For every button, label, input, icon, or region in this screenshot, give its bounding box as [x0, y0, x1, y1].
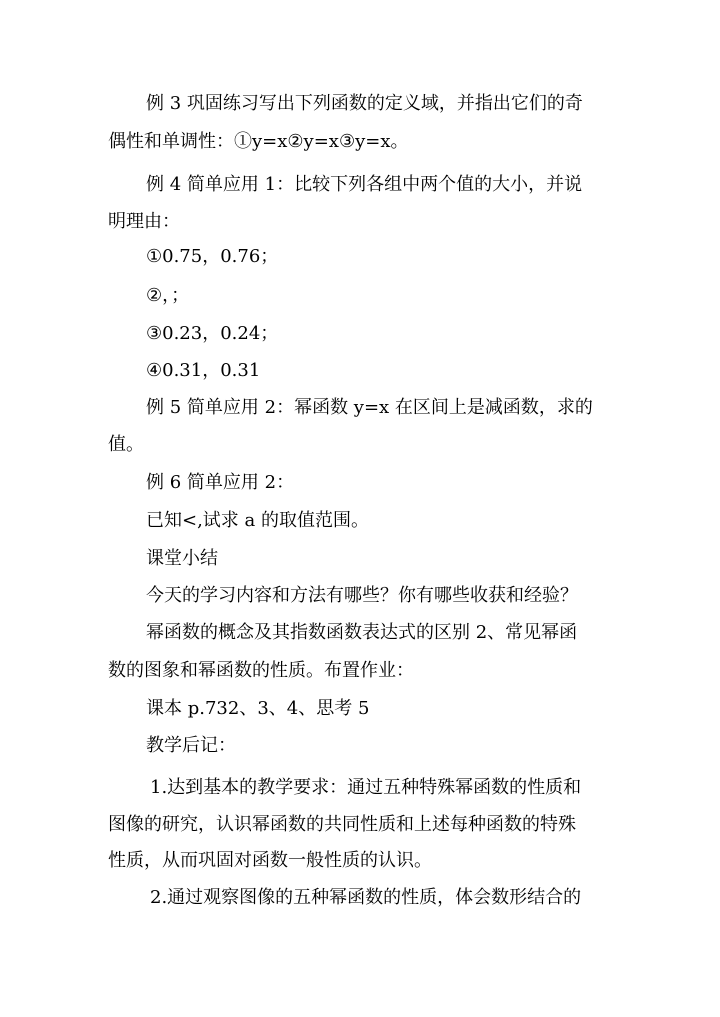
text-line: 偶性和单调性：①y=x②y=x③y=x。 — [108, 131, 409, 152]
text-line: ②，； — [146, 285, 190, 306]
text-line: 教学后记： — [146, 735, 236, 756]
text-line: 1.达到基本的教学要求：通过五种特殊幂函数的性质和 — [150, 777, 582, 798]
text-line: 图像的研究，认识幂函数的共同性质和上述每种函数的特殊 — [108, 814, 576, 835]
text-line: 幂函数的概念及其指数函数表达式的区别 2、常见幂函 — [146, 622, 578, 643]
text-line: 今天的学习内容和方法有哪些？你有哪些收获和经验？ — [146, 585, 578, 606]
text-line: 已知<,试求 a 的取值范围。 — [146, 510, 369, 531]
text-line: ①0.75，0.76； — [146, 246, 279, 267]
text-line: 值。 — [108, 434, 144, 455]
text-line: 2.通过观察图像的五种幂函数的性质，体会数形结合的 — [150, 887, 582, 908]
text-line: 明理由： — [108, 211, 180, 232]
text-line: 课本 p.732、3、4、思考 5 — [146, 698, 370, 719]
text-line: 数的图象和幂函数的性质。布置作业： — [108, 660, 414, 681]
text-line: 例 5 简单应用 2：幂函数 y=x 在区间上是减函数，求的 — [146, 397, 593, 418]
text-line: ④0.31，0.31 — [146, 360, 261, 381]
text-line: ③0.23，0.24； — [146, 323, 279, 344]
text-line: 例 6 简单应用 2： — [146, 472, 295, 493]
text-line: 课堂小结 — [146, 548, 218, 569]
text-line: 例 3 巩固练习写出下列函数的定义域，并指出它们的奇 — [146, 93, 583, 114]
text-line: 例 4 简单应用 1：比较下列各组中两个值的大小，并说 — [146, 174, 583, 195]
text-line: 性质，从而巩固对函数一般性质的认识。 — [108, 850, 432, 871]
